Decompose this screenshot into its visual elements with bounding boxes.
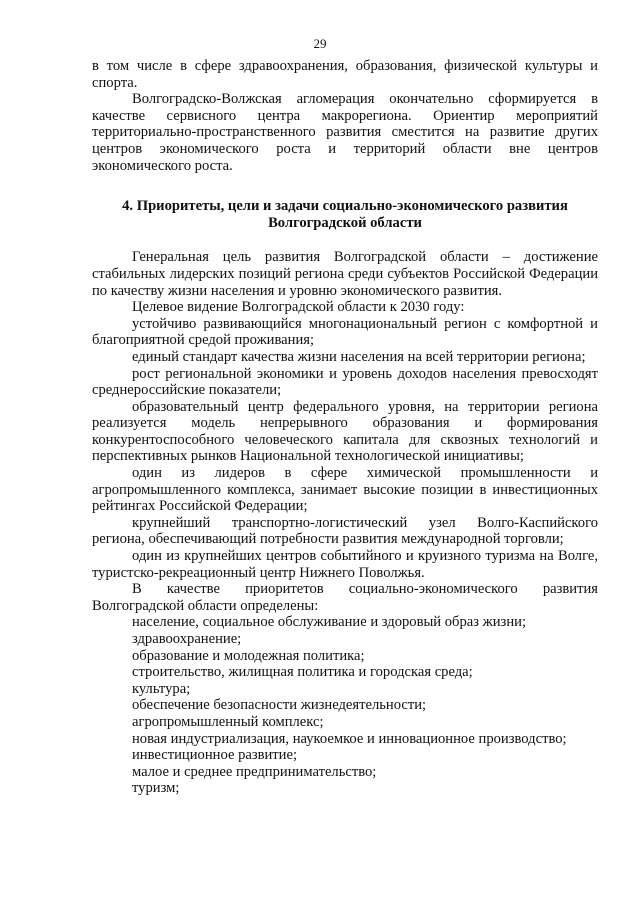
vision-item: устойчиво развивающийся многонациональный регион с комфортной и благоприятной средой проживания; bbox=[92, 315, 598, 349]
priority-item: малое и среднее предпринимательство; bbox=[132, 763, 377, 780]
page-content bbox=[92, 58, 598, 797]
priority-item: культура; bbox=[132, 680, 191, 697]
vision-item: рост региональной экономики и уровень доходов населения превосходят среднероссийские показатели; bbox=[92, 365, 598, 399]
page-number: 29 bbox=[313, 36, 327, 51]
priority-item: строительство, жилищная политика и городская среда; bbox=[132, 664, 473, 681]
vision-item: один из крупнейших центров событийного и круизного туризма на Волге, туристско-рекреационный центр Нижнего Поволжья. bbox=[92, 548, 598, 581]
vision-item: один из лидеров в сфере химической промышленности и агропромышленного комплекса, занимает высокие позиции в инвестиционных рейтингах Российской Федерации; bbox=[92, 465, 598, 515]
priority-item: туризм; bbox=[132, 780, 180, 797]
paragraph-vision-intro: Целевое видение Волгоградской области к 2030 году: bbox=[132, 299, 465, 316]
priority-item: здравоохранение; bbox=[132, 631, 242, 647]
priority-item: население, социальное обслуживание и здоровый образ жизни; bbox=[132, 614, 526, 631]
priority-item: новая индустриализация, наукоемкое и инновационное производство; bbox=[132, 730, 567, 747]
priority-item: агропромышленный комплекс; bbox=[132, 713, 324, 730]
priority-item: образование и молодежная политика; bbox=[132, 647, 365, 664]
paragraph-continuation: в том числе в сфере здравоохранения, образования, физической культуры и спорта. bbox=[92, 58, 598, 91]
priority-item: обеспечение безопасности жизнедеятельности; bbox=[132, 697, 427, 714]
section-heading: 4. Приоритеты, цели и задачи социально-экономического развития Волгоградской области bbox=[122, 198, 568, 231]
paragraph-priorities-intro: В качестве приоритетов социально-экономического развития Волгоградской области определены: bbox=[92, 581, 598, 614]
vision-item: крупнейший транспортно-логистический узел Волго-Каспийского региона, обеспечивающий потребности развития международной торговли; bbox=[92, 514, 598, 548]
vision-item: образовательный центр федерального уровня, на территории региона реализуется модель непрерывного образования и формирования конкурентоспособного человеческого капитала для сквозных технологий и перспективных рынков Национальной технологической инициативы; bbox=[92, 398, 598, 465]
paragraph-agglomeration: Волгоградско-Волжская агломерация окончательно сформируется в качестве сервисного центра макрорегиона. Ориентир мероприятий территориально-пространственного развития сместится на развитие других центров экономического роста и территорий области вне центров экономического роста. bbox=[92, 91, 598, 174]
vision-item: единый стандарт качества жизни населения на всей территории региона; bbox=[132, 348, 586, 365]
priority-item: инвестиционное развитие; bbox=[132, 747, 298, 764]
paragraph-general-goal: Генеральная цель развития Волгоградской области – достижение стабильных лидерских позиций региона среди субъектов Российской Федерации по качеству жизни населения и уровню экономического развития. bbox=[92, 249, 598, 299]
